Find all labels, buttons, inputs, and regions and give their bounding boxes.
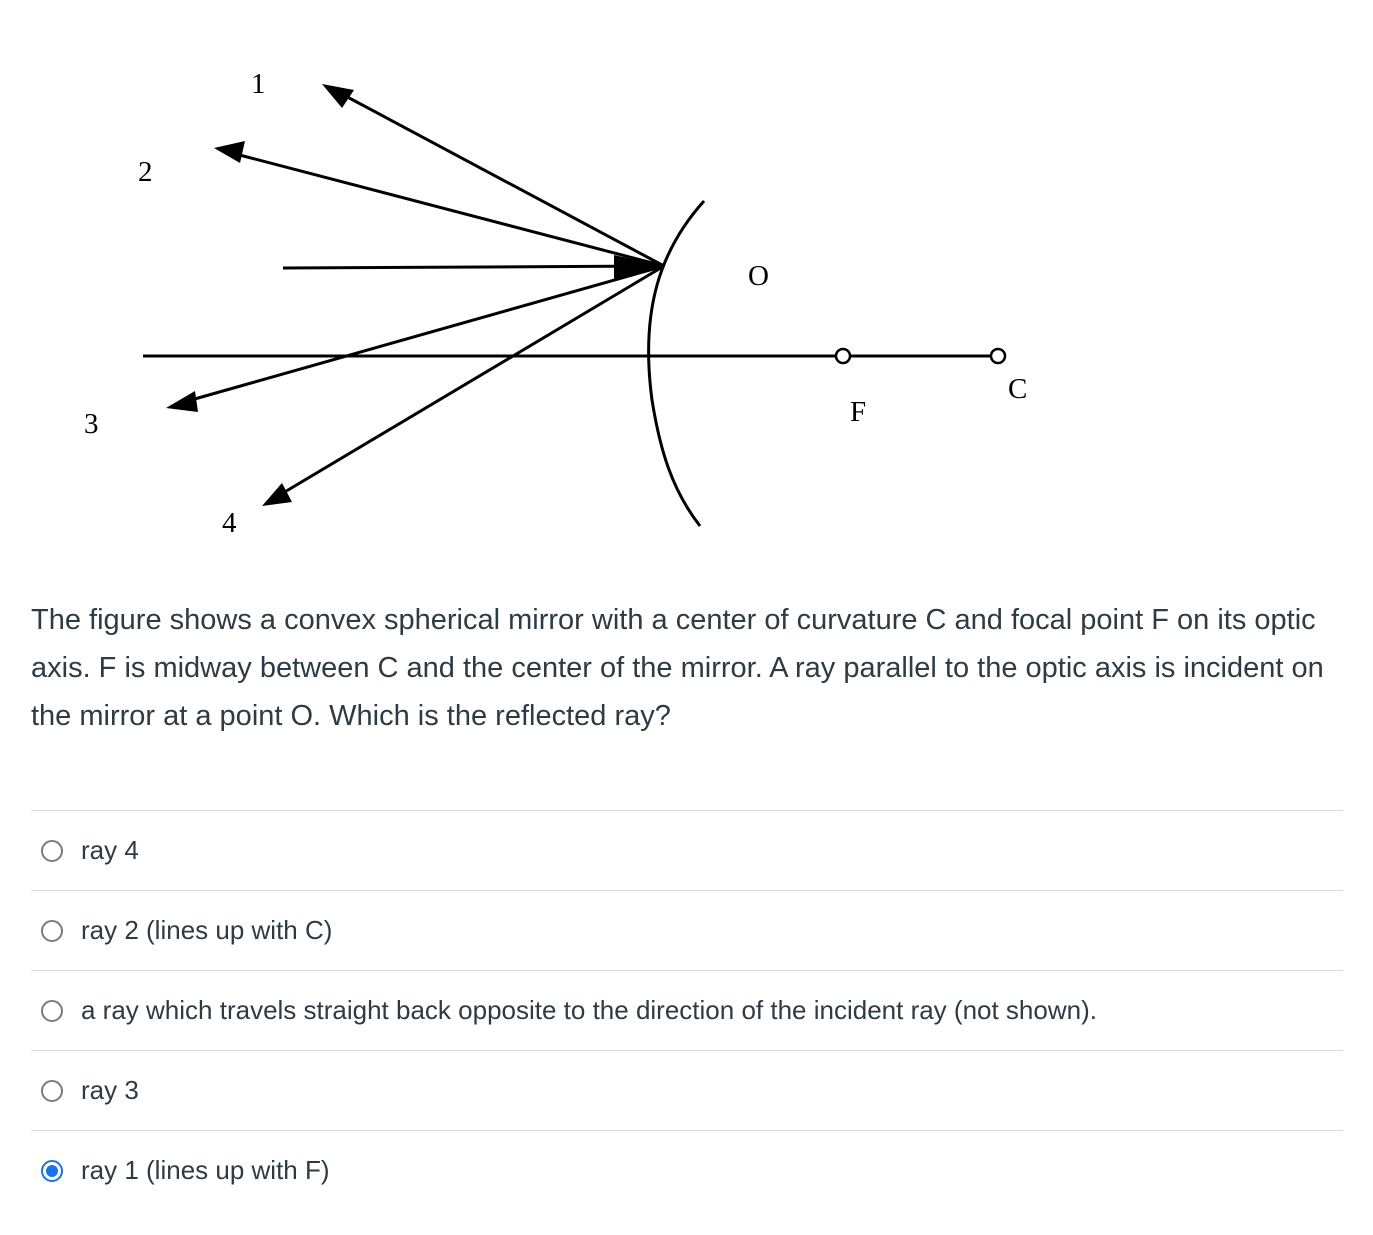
radio-button[interactable] [41, 920, 63, 942]
answer-option[interactable] [31, 1130, 1343, 1210]
question-text: The figure shows a convex spherical mirror with a center of curvature C and focal point F on its optic axis. F is midway between C and the center of the mirror. A ray parallel to the optic axis is incident on the mirror at a point O. Which is the reflected ray? [31, 604, 1324, 732]
radio-button[interactable] [41, 1160, 63, 1182]
point-o-label: O [748, 260, 769, 292]
focal-point-marker [836, 349, 850, 363]
answer-option[interactable] [31, 810, 1343, 890]
optics-figure [0, 0, 1373, 560]
center-of-curvature-marker [991, 349, 1005, 363]
ray-3 [184, 266, 664, 402]
ray-3-arrowhead [166, 391, 198, 412]
answer-option-label: ray 4 [81, 835, 139, 865]
radio-button[interactable] [41, 840, 63, 862]
ray-4-arrowhead [262, 483, 292, 506]
answer-option-label: ray 1 (lines up with F) [81, 1155, 330, 1185]
convex-mirror [649, 201, 704, 526]
answer-option-label: ray 3 [81, 1075, 139, 1105]
answer-option[interactable] [31, 890, 1343, 970]
ray-1 [338, 92, 664, 266]
ray-1-arrowhead [322, 84, 354, 108]
ray-3-label: 3 [84, 408, 99, 440]
ray-4-label: 4 [222, 507, 237, 539]
answer-option[interactable] [31, 970, 1343, 1050]
ray-2-label: 2 [138, 156, 153, 188]
incident-ray [283, 266, 664, 268]
answer-options [31, 810, 1343, 1210]
ray-1-label: 1 [251, 68, 266, 100]
radio-button[interactable] [41, 1080, 63, 1102]
ray-2 [232, 153, 664, 266]
ray-4 [278, 266, 664, 496]
convex-mirror-diagram [0, 0, 1373, 560]
point-c-label: C [1008, 373, 1028, 405]
answer-option-label: ray 2 (lines up with C) [81, 915, 333, 945]
answer-option[interactable] [31, 1050, 1343, 1130]
ray-2-arrowhead [214, 141, 245, 163]
point-f-label: F [850, 396, 867, 428]
radio-button[interactable] [41, 1000, 63, 1022]
answer-option-label: a ray which travels straight back opposite to the direction of the incident ray (not shown). [81, 995, 1097, 1025]
